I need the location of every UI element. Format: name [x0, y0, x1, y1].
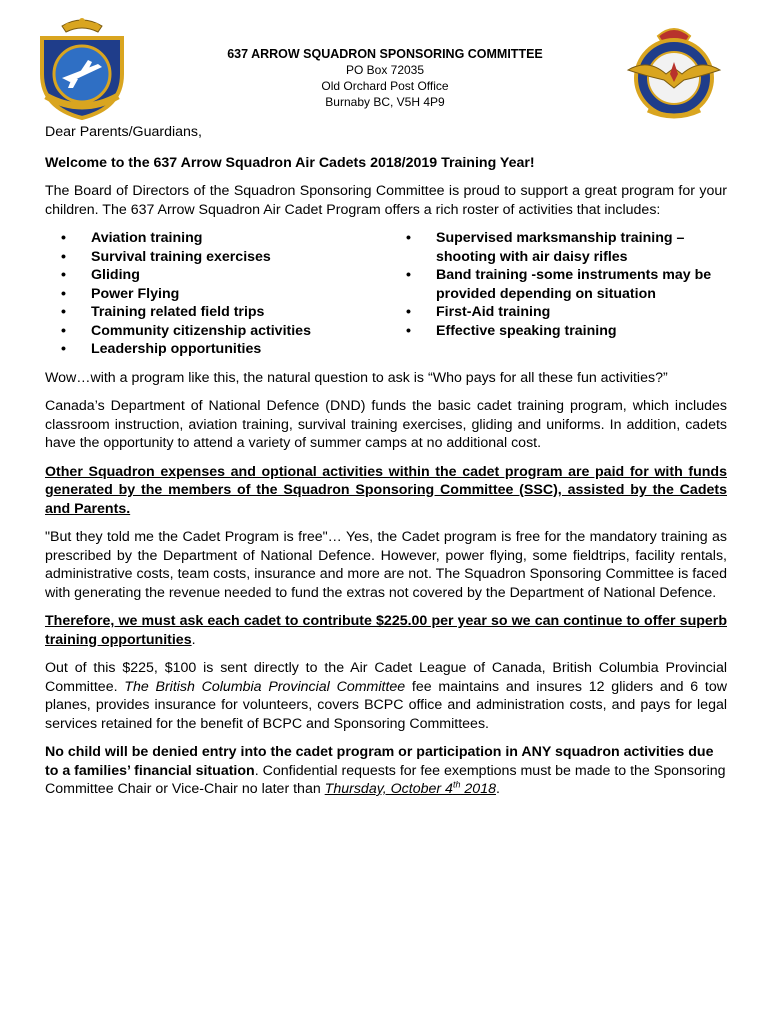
activity-item: • Aviation training [45, 229, 390, 248]
letter-body [45, 123, 727, 809]
activities-left [45, 229, 390, 359]
intro-paragraph: The Board of Directors of the Squadron Sponsoring Committee is proud to support a great program for your children. The 637 Arrow Squadron Air Cadet Program offers a rich roster of activities that includes: [45, 183, 727, 218]
activity-item: • First-Aid training [390, 303, 727, 322]
letterhead [150, 46, 620, 110]
deadline-end: . [495, 781, 500, 797]
deadline-suffix: th [452, 779, 461, 790]
squadron-crest-icon [28, 12, 136, 122]
dnd-paragraph [45, 397, 727, 453]
ssc-statement: Other Squadron expenses and optional activities within the cadet program are paid for with funds generated by the members of the Squadron Sponsoring Committee (SSC), assisted by the Cadets and Parents. [45, 463, 727, 517]
dnd-lead: Canada’s Department of National Defence (DND) funds [45, 398, 407, 414]
dnd-rest: the basic cadet training program, which includes classroom instruction, aviation training, survival training exercises, gliding and uniforms. In addition, cadets have the opportunity to attend a variety of summer camps at no additional cost. [45, 398, 727, 451]
breakdown-end: fee maintains and insures 12 gliders and 6 tow planes, provides insurance for volunteers, covers BCPC office and administration costs, and pays for legal services retained for the benefit of BCPC and Sponsoring Committees. [45, 678, 727, 732]
deadline-day: Thursday, October 4 [324, 781, 453, 797]
activities-list [45, 229, 727, 359]
deadline-date [325, 781, 496, 797]
no-child-rest: . Confidential requests for fee exemptions must be made to the Sponsoring Committee Chair or Vice-Chair no later than [45, 762, 726, 797]
no-child-paragraph [45, 743, 727, 799]
contribution-paragraph [45, 612, 727, 649]
breakdown-start: Out of this $225, $100 is sent directly to the Air Cadet League of Canada, British Columbia Provincial Committee. [45, 660, 727, 695]
welcome-heading: Welcome to the 637 Arrow Squadron Air Cadets 2018/2019 Training Year! [45, 154, 535, 171]
contribution-end: . [191, 631, 196, 648]
contribution-statement: Therefore, we must ask each cadet to contribute $225.00 per year so we can continue to offer superb training opportunities [45, 613, 727, 648]
activity-item: • Community citizenship activities [45, 322, 390, 341]
activity-item: • Power Flying [45, 285, 390, 304]
post-office: Old Orchard Post Office [321, 79, 449, 93]
breakdown-paragraph [45, 659, 727, 733]
activity-item: • Leadership opportunities [45, 340, 390, 359]
organization-name: 637 ARROW SQUADRON SPONSORING COMMITTEE [227, 47, 543, 61]
activity-item: • Supervised marksmanship training – shooting with air daisy rifles [390, 229, 727, 266]
activity-item: • Training related field trips [45, 303, 390, 322]
po-box: PO Box 72035 [345, 63, 425, 77]
salutation: Dear Parents/Guardians, [45, 124, 202, 140]
activities-right [390, 229, 727, 359]
deadline-year: 2018 [460, 781, 496, 797]
city-postal: Burnaby BC, V5H 4P9 [325, 95, 445, 109]
free-paragraph: "But they told me the Cadet Program is free"… Yes, the Cadet program is free for the mandatory training as prescribed by the Department of National Defence. However, power flying, some fieldtrips, facility rentals, administrative costs, team costs, insurance and more are not. The Squadron Sponsoring Committee is faced with generating the revenue needed to fund the extras not covered by the Department of National Defence. [45, 529, 727, 601]
activity-item: • Survival training exercises [45, 248, 390, 267]
air-cadet-league-badge-icon [618, 14, 730, 126]
activity-item: • Band training -some instruments may be provided depending on situation [390, 266, 727, 303]
bcpc-name: The British Columbia Provincial Committee [124, 678, 406, 695]
activity-item: • Gliding [45, 266, 390, 285]
activity-item: • Effective speaking training [390, 322, 727, 341]
no-child-statement: No child will be denied entry into the cadet program or participation in ANY squadron activities due to a families’ financial situation [45, 744, 714, 779]
question-paragraph: Wow…with a program like this, the natural question to ask is “Who pays for all these fun activities?” [45, 369, 668, 386]
